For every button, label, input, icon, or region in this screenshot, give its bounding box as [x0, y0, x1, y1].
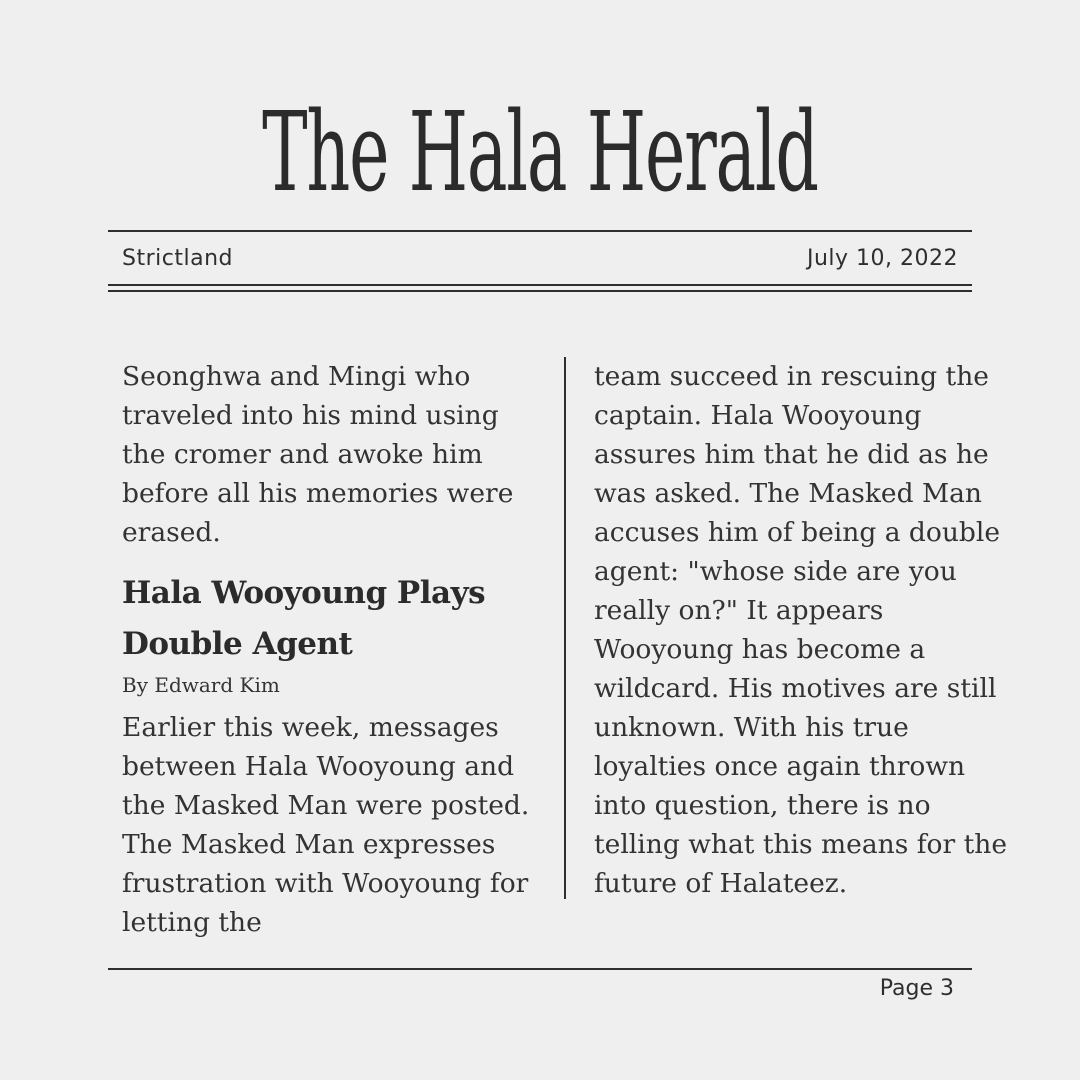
column-divider: [564, 357, 566, 899]
article-body-left: Earlier this week, messages between Hala Wooyoung and the Masked Man were posted. The Masked Man expresses frustration with Wooyoung for letting the: [122, 712, 530, 938]
page-number: Page 3: [879, 976, 954, 1001]
article-body-right: team succeed in rescuing the captain. Hala Wooyoung assures him that he did as he was asked. The Masked Man accuses him of being a double agent: "whose side are you really on?" It appears Wooyoung has become a wildcard. His motives are still unknown. With his true loyalties once again thrown into question, there is no telling what this means for the future of Halateez.: [594, 361, 1008, 899]
dateline-rule-bottom: [108, 290, 972, 292]
dateline-location: Strictland: [122, 246, 233, 271]
article-byline: By Edward Kim: [122, 673, 280, 697]
footer-rule: [108, 968, 972, 970]
article-column-right: [594, 357, 1014, 903]
newspaper-masthead: The Hala Herald: [262, 88, 818, 216]
article-column-left: [122, 357, 542, 942]
dateline-date: July 10, 2022: [806, 246, 958, 271]
masthead-rule: [108, 230, 972, 232]
dateline-rule-top: [108, 284, 972, 286]
article-headline: Hala Wooyoung Plays Double Agent: [122, 575, 486, 662]
article-intro-text: Seonghwa and Mingi who traveled into his mind using the cromer and awoke him before all his memories were erased.: [122, 361, 514, 548]
